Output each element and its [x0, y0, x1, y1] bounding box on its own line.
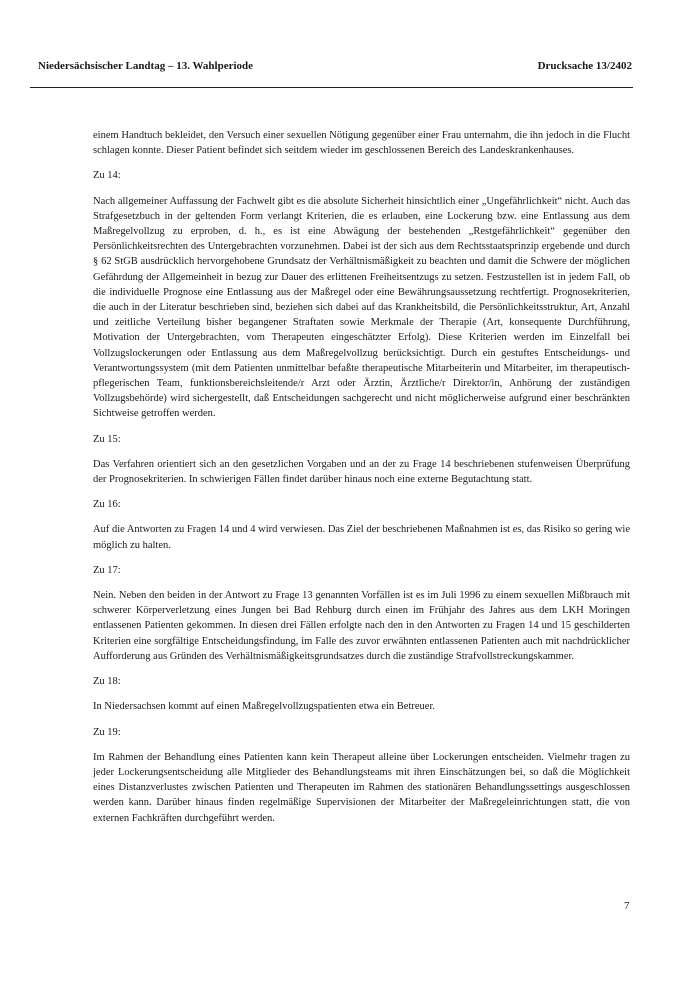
paragraph-intro: einem Handtuch bekleidet, den Versuch einer sexuellen Nötigung gegenüber einer Frau unternahm, die ihn jedoch in die Flucht schlagen konnte. Dieser Patient befindet sich seitdem wieder im geschlossenen Bereich des Landeskrankenhauses. — [93, 130, 630, 157]
section-heading-19: Zu 19: — [93, 726, 121, 738]
section-heading-18: Zu 18: — [93, 676, 121, 688]
section-heading-16: Zu 16: — [93, 499, 121, 511]
document-body — [93, 128, 630, 836]
section-heading-17: Zu 17: — [93, 564, 121, 576]
paragraph-15: Das Verfahren orientiert sich an den gesetzlichen Vorgaben und an der zu Frage 14 beschriebenen stufenweisen Überprüfung der Prognosekriterien. In schwierigen Fällen findet darüber hinaus noch eine externe Begutachtung statt. — [93, 458, 630, 486]
paragraph-14: Nach allgemeiner Auffassung der Fachwelt gibt es die absolute Sicherheit hinsichtlich einer „Ungefährlichkeit“ nicht. Auch das Strafgesetzbuch in der geltenden Form verlangt Kriterien, die es erlauben, eine Lockerung bzw. eine Entlassung aus dem Maßregelvollzug zu erproben, d. h., es ist eine Abwägung der bestehenden „Restgefährlichkeit“ gegenüber den Persönlichkeitsrechten des Untergebrachten vorzunehmen. Dabei ist der sich aus dem Rechtsstaatsprinzip ergebende und durch § 62 StGB ausdrücklich hervorgehobene Grundsatz der Verhältnismäßigkeit zu beachten und damit die Schwere der möglichen Gefährdung der Allgemeinheit in bezug zur Dauer des erlittenen Freiheitsentzugs zu setzen. Festzustellen ist in jedem Fall, ob die individuelle Prognose eine Entlassung aus der Maßregel oder eine Bewährungsaussetzung rechtfertigt. Prognosekriterien, die auch in der Literatur beschrieben sind, beziehen sich dabei auf das Krankheitsbild, die Persönlichkeitsstruktur, Art, Anzahl und zeitliche Verteilung bisher begangener Straftaten sowie Merkmale der Therapie (Art, konsequente Durchführung, Motivation der Untergebrachten, vom Therapeuten eingeschätzter Erfolg). Diese Kriterien werden im Einzelfall bei Vollzugslockerungen oder Entlassung aus dem Maßregelvollzug berücksichtigt. Durch ein gestuftes Entscheidungs- und Verantwortungssystem (mit dem Patienten unmittelbar befaßte therapeutische Mitarbeiterin und Mitarbeiter, im therapeutisch-pflegerischen Team, funktionsbereichsleitende/r Arzt oder Ärztin, Ärztliche/r Direktor/in, Anhörung der zuständigen Vollzugsbehörde) wird sichergestellt, daß Entscheidungen sachgerecht und nicht möglicherweise aufgrund einer beschränkten Sichtweise getroffen werden. — [93, 195, 630, 420]
header-rule — [30, 87, 633, 88]
paragraph-17: Nein. Neben den beiden in der Antwort zu Frage 13 genannten Vorfällen ist es im Juli 1996 zu einem sexuellen Mißbrauch mit schwerer Körperverletzung eines Jungen bei Bad Rehburg durch einen im Frühjahr des Jahres aus dem LKH Moringen entlassenen Patienten gekommen. In diesen drei Fällen erfolgte nach den in den Antworten zu Fragen 14 und 15 geschilderten Kriterien eine sorgfältige Entscheidungsfindung, im Falle des zuvor erwähnten entlassenen Patienten auch mit nachdrücklicher Aufforderung aus Gründen des Verhältnismäßigkeitsgrundsatzes durch die zuständige Strafvollstreckungskammer. — [93, 590, 630, 662]
header-title: Niedersächsischer Landtag – 13. Wahlperiode — [38, 60, 254, 72]
section-heading-15: Zu 15: — [93, 433, 121, 445]
paragraph-18: In Niedersachsen kommt auf einen Maßregelvollzugspatienten etwa ein Betreuer. — [93, 701, 435, 713]
paragraph-19: Im Rahmen der Behandlung eines Patienten kann kein Therapeut alleine über Lockerungen entscheiden. Vielmehr tragen zu jeder Lockerungsentscheidung alle Mitglieder des Behandlungsteams mit ihren Einschätzungen bei, so daß die Möglichkeit eines Distanzverlustes zwischen Patienten und Therapeuten im Rahmen des stationären Behandlungssettings ausgeschlossen werden kann. Darüber hinaus finden regelmäßige Supervisionen der Mitarbeiter der Maßregeleinrichtungen statt, die von externen Fachkräften durchgeführt werden. — [93, 751, 630, 824]
page-header — [38, 60, 632, 76]
section-heading-14: Zu 14: — [93, 170, 121, 182]
paragraph-16: Auf die Antworten zu Fragen 14 und 4 wird verwiesen. Das Ziel der beschriebenen Maßnahmen ist es, das Risiko so gering wie möglich zu halten. — [93, 524, 630, 551]
page-number: 7 — [624, 900, 630, 912]
header-document-number: Drucksache 13/2402 — [537, 60, 632, 72]
